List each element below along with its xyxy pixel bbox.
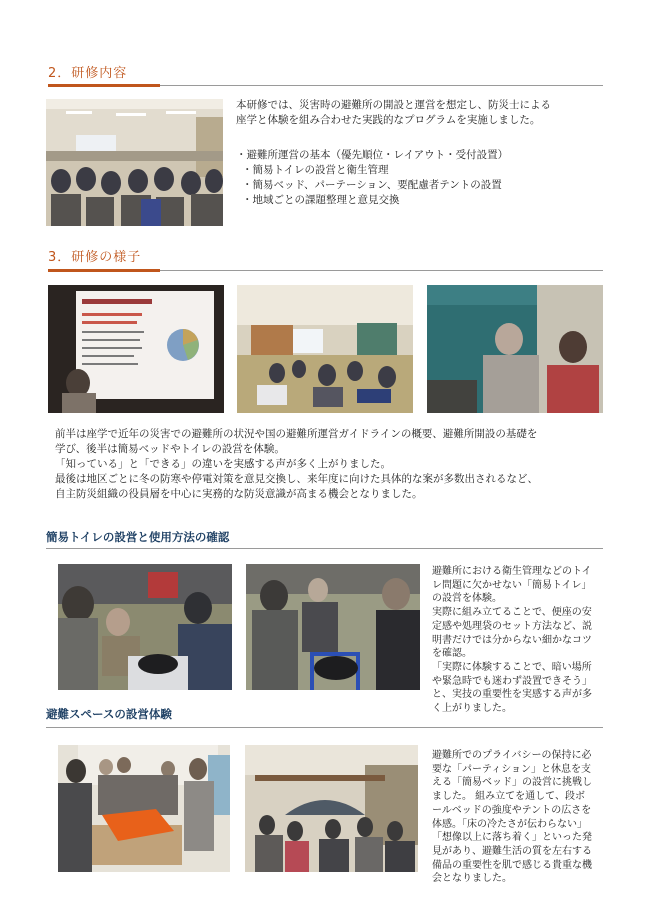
cardboard-bed-photo [58,745,230,872]
section-3-paragraph [55,427,615,502]
shelter-text-line: ました。 組み立てを通して、段ボ [432,791,585,803]
toilet-text-line: を確認。 [432,648,472,660]
intro-line: 本研修では、災害時の避難所の開設と運営を想定し、防災士による [236,99,551,111]
program-list [236,148,616,208]
toilet-text-line: レ問題に欠かせない「簡易トイレ」 [432,579,592,591]
toilet-text-line: の設営を体験。 [432,593,502,605]
section-3-title: 3．研修の様子 [48,250,142,265]
section-2-title: 2．研修内容 [48,66,128,81]
shelter-text-line: 見があり、避難生活の質を左右する [432,845,592,857]
paragraph-line: 自主防災組織の役員層を中心に実務的な防災意識が高まる機会となりました。 [55,488,423,500]
paragraph-line: 「知っている」と「できる」の違いを実感する声が多く上がりました。 [55,458,391,470]
intro-line: 座学と体験を組み合わせた実践的なプログラムを実施しました。 [236,114,541,126]
partition-tent-photo [245,745,418,872]
shelter-text-line: 備品の重要性を肌で感じる貴重な機 [432,859,592,871]
lecture-hall-photo [46,99,223,226]
paragraph-line: 最後は地区ごとに冬の防寒や停電対策を意見交換し、来年度に向けた具体的な案が多数出されるなど、 [55,473,538,485]
toilet-section-rule [46,548,603,549]
toilet-description [432,565,612,716]
toilet-text-line: 「実際に体験することで、暗い場所 [432,661,592,673]
toilet-setup-photo-2 [246,564,420,690]
toilet-text-line: く上がりました。 [432,703,512,715]
paragraph-line: 学び、後半は簡易ベッドやトイレの設営を体験。 [55,443,285,455]
toilet-text-line: 明書だけでは分からない細かなコツ [432,634,592,646]
shelter-text-line: 会となりました。 [432,873,512,885]
program-item: ・簡易ベッド、パーテーション、要配慮者テントの設置 [242,179,502,191]
shelter-text-line: 「想像以上に落ち着く」といった発 [432,832,592,844]
shelter-section-rule [46,727,603,728]
shelter-text-line: 避難所でのプライバシーの保持に必 [432,750,592,761]
toilet-setup-photo-1 [58,564,232,690]
discussion-photo [427,285,603,413]
section-2-intro [236,98,616,128]
shelter-text-line: 体感。「床の冷たさが伝わらない」 [432,818,587,830]
program-item: ・簡易トイレの設営と衛生管理 [242,164,389,176]
toilet-section-title: 簡易トイレの設営と使用方法の確認 [46,530,230,544]
program-item: ・地域ごとの課題整理と意見交換 [242,194,400,206]
program-item: ・避難所運営の基本（優先順位・レイアウト・受付設置） [236,149,509,161]
toilet-text-line: 実際に組み立てることで、便座の安 [432,607,592,619]
section-3-accent-bar [48,269,160,272]
slide-projection-photo [48,285,224,413]
shelter-text-line: ールベッドの強度やテントの広さを [432,804,592,816]
classroom-photo [237,285,413,413]
toilet-text-line: 避難所における衛生管理などのトイ [432,566,592,577]
toilet-text-line: 定感や処理袋のセット方法など、説 [432,620,592,632]
section-2-accent-bar [48,84,160,87]
toilet-text-line: や緊急時でも迷わず設置できそう」 [432,675,592,687]
toilet-text-line: と、実技の重要性を実感する声が多 [432,689,592,701]
shelter-section-title: 避難スペースの設営体験 [46,707,172,721]
shelter-description [432,749,612,886]
paragraph-line: 前半は座学で近年の災害での避難所の状況や国の避難所運営ガイドラインの概要、避難所開設の基礎を [55,428,538,440]
shelter-text-line: 要な「パーティション」と休息を支 [432,763,591,775]
shelter-text-line: える「簡易ベッド」の設営に挑戦し [432,777,592,789]
